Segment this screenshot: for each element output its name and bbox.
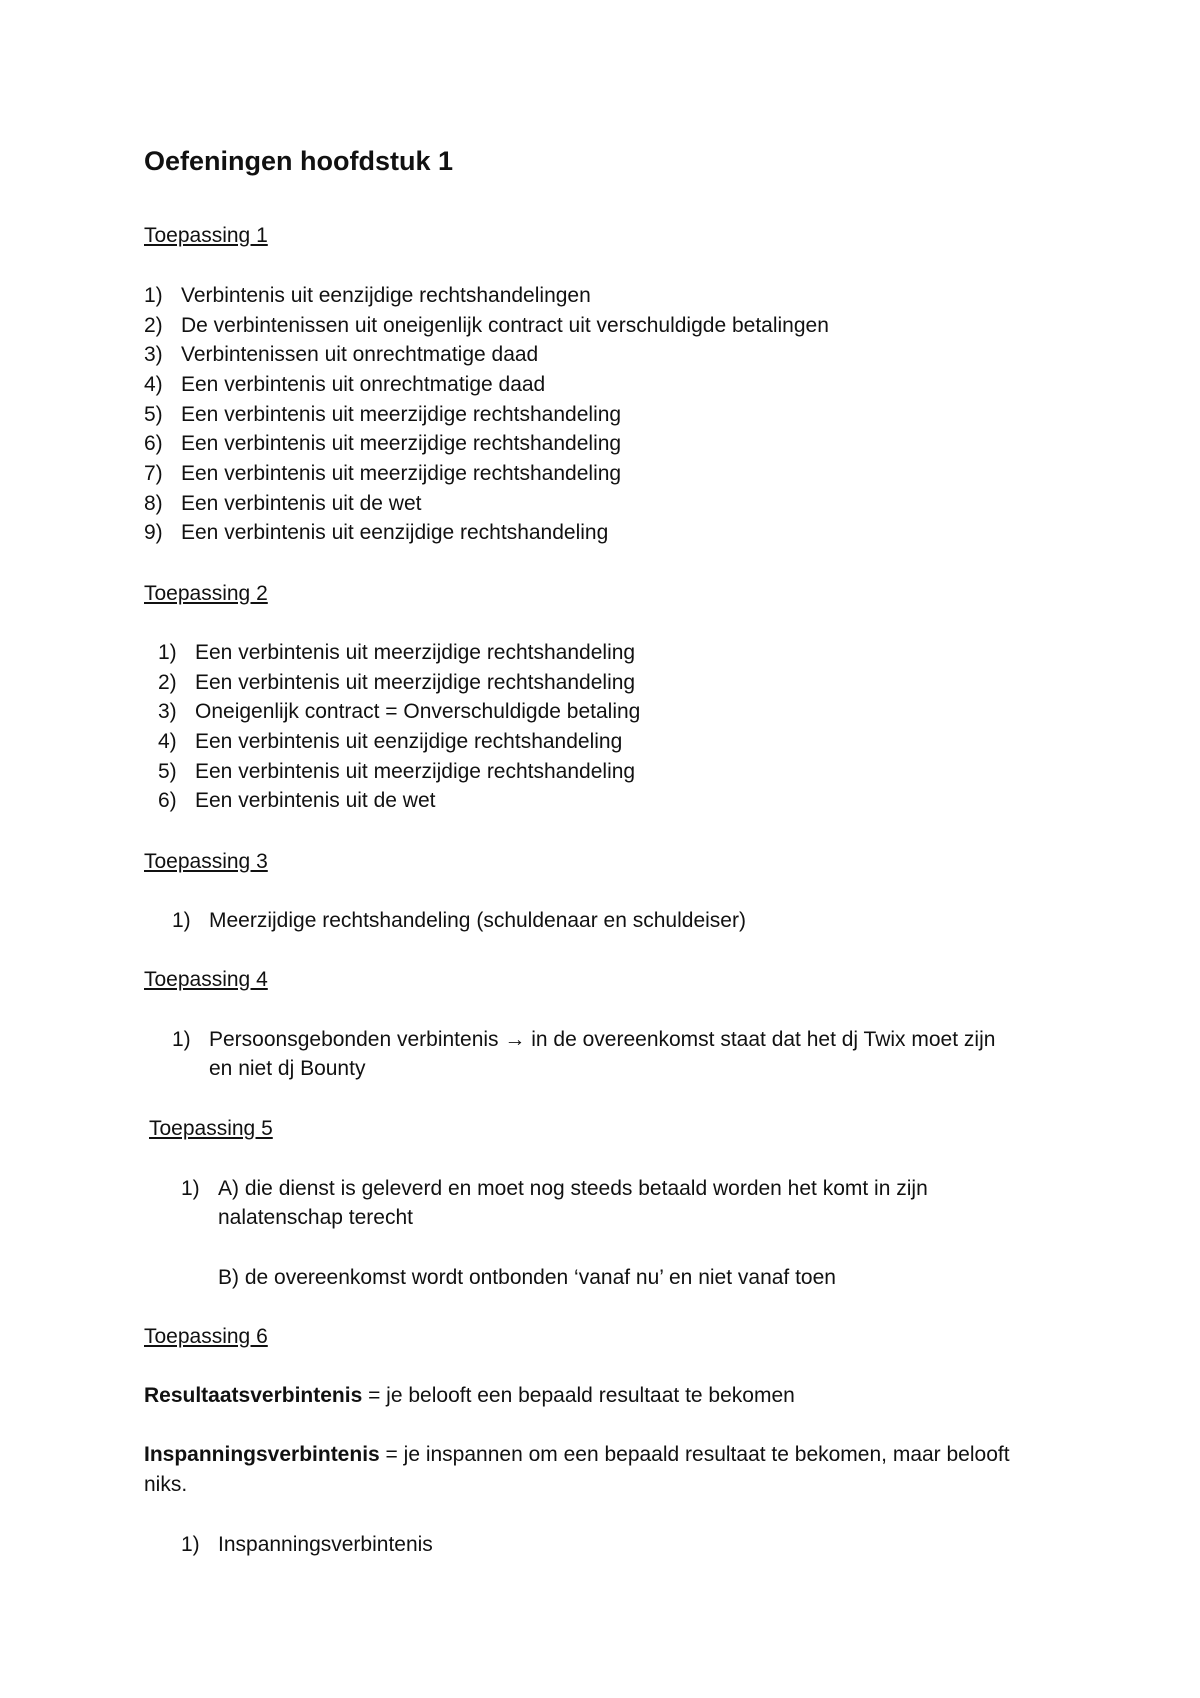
section-heading-1: Toepassing 1 <box>144 224 268 247</box>
definition-inspanningsverbintenis: Inspanningsverbintenis = je inspannen om een bepaald resultaat te bekomen, maar belooft niks. <box>144 1443 1010 1496</box>
section-heading-3: Toepassing 3 <box>144 850 268 873</box>
definition-resultaatsverbintenis: Resultaatsverbintenis = je belooft een bepaald resultaat te bekomen <box>144 1384 795 1407</box>
page-title: Oefeningen hoofdstuk 1 <box>144 146 454 176</box>
list-item-subpart: B) de overeenkomst wordt ontbonden ‘vanaf nu’ en niet vanaf toen <box>218 1266 836 1289</box>
right-arrow-icon: → <box>504 1028 526 1051</box>
section-heading-4: Toepassing 4 <box>144 968 268 991</box>
list-item-continuation: en niet dj Bounty <box>209 1057 366 1080</box>
section-heading-6: Toepassing 6 <box>144 1325 268 1348</box>
section-heading-2: Toepassing 2 <box>144 582 268 605</box>
document-page: Oefeningen hoofdstuk 1 Toepassing 1 1) Verbintenis uit eenzijdige rechtshandelingen 2) De verbintenissen uit oneigenlijk contract uit verschuldigde betalingen 3) Verbintenissen uit onrechtmatige daad 4) Een verbintenis uit onrechtmatige daad 5) Een verbintenis uit meerzijdige rechtshandeling 6) Een verbintenis uit meerzijdige rechtshandeling 7) Een verbintenis uit meerzijdige rechtshandeling 8) Een verbintenis uit de wet 9) Een verbintenis uit eenzijdige rechtshandeling Toepassing 2 1) Een verbintenis uit meerzijdige rechtshandeling 2) Een verbintenis uit meerzijdige rechtshandeling 3) Oneigenlijk contract = Onverschuldigde betaling 4) Een verbintenis uit eenzijdige rechtshandeling 5) Een verbintenis uit meerzijdige rechtshandeling 6) Een verbintenis uit de wet Toepassing 3 1) Meerzijdige rechtshandeling (schuldenaar en schuldeiser) Toepassing 4 1) Persoonsgebonden verbintenis → in de overeenkomst staat dat het dj Twix moet zijn en niet dj Bounty Toepassing 5 1) A) die dienst is geleverd en moet nog steeds betaald worden het komt in zijn nalatenschap terecht B) de overeenkomst wordt ontbonden ‘vanaf nu’ en niet vanaf toen Toepassing 6 Resultaatsverbintenis = je belooft een bepaald resultaat te bekomen Inspanningsverbintenis = je inspannen om een bepaald resultaat te bekomen, maar belooft niks. 1) Inspanningsverbintenis <box>144 146 1010 1556</box>
section-heading-5: Toepassing 5 <box>149 1117 273 1140</box>
list-item-continuation: nalatenschap terecht <box>218 1206 413 1229</box>
